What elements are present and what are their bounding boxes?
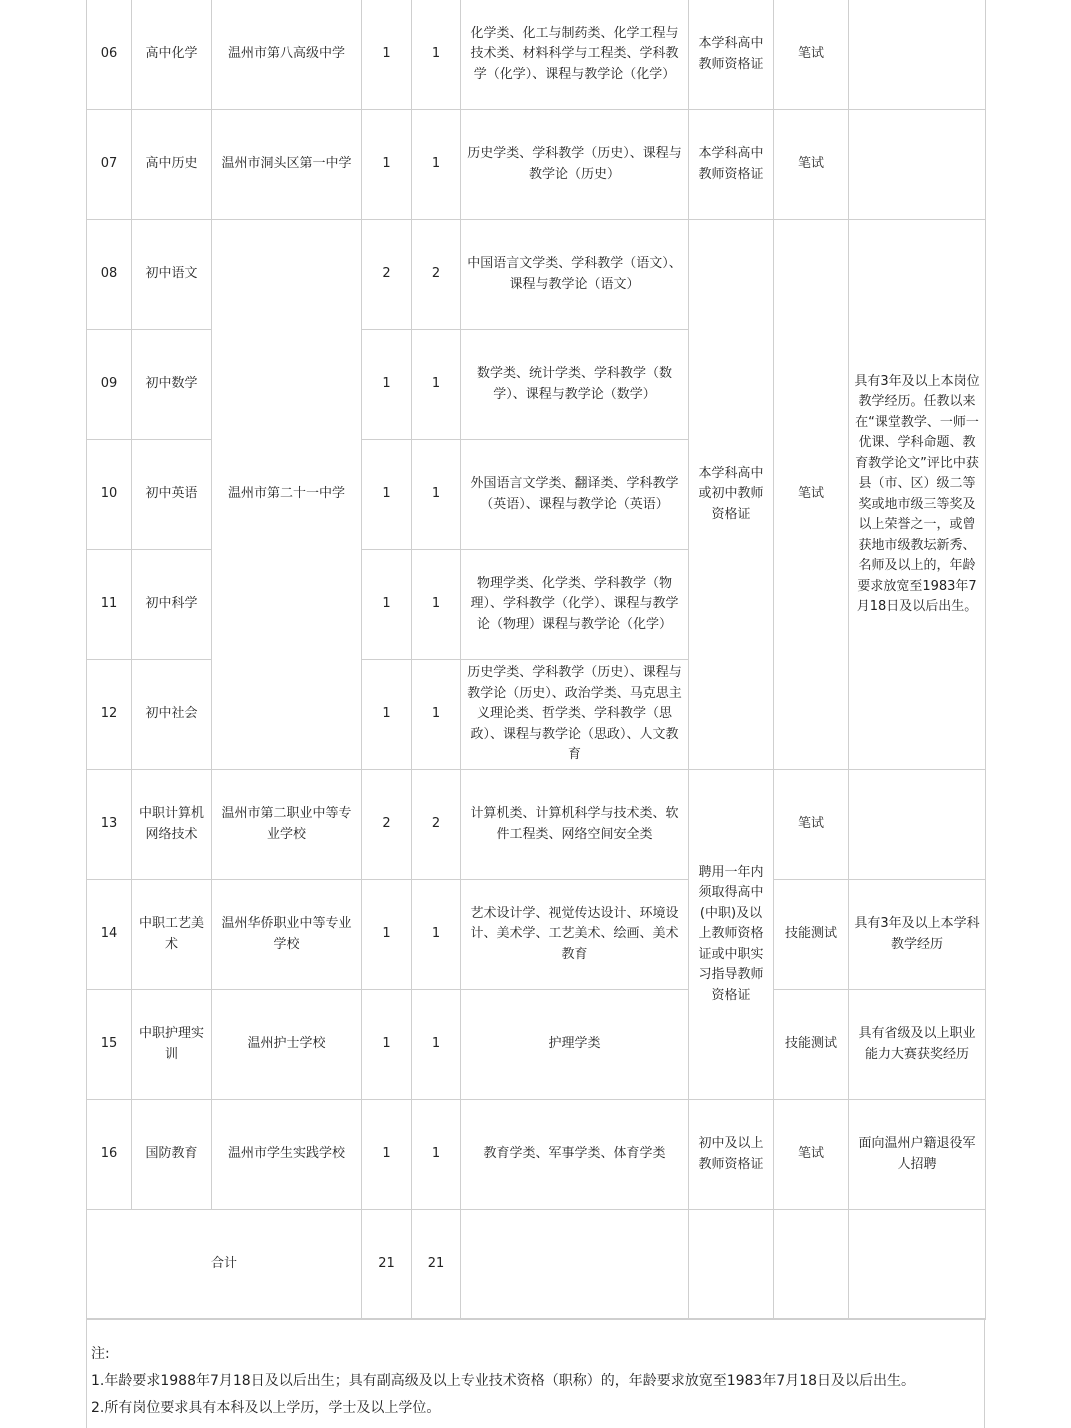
- recruitment-table: [86, 0, 986, 1320]
- school-name: 温州市第八高级中学: [212, 0, 362, 110]
- post-name: 高中历史: [132, 110, 212, 220]
- post-name: 初中数学: [132, 330, 212, 440]
- major-requirement: 护理学类: [461, 990, 689, 1100]
- notes-title: 注:: [91, 1346, 110, 1362]
- note-line: 2.所有岗位要求具有本科及以上学历，学士及以上学位。: [91, 1400, 441, 1416]
- recruitment-table-page: [86, 0, 985, 1428]
- post-number: 08: [87, 220, 132, 330]
- hire-count: 1: [412, 660, 461, 770]
- post-name: 初中社会: [132, 660, 212, 770]
- other-requirement: [849, 0, 986, 110]
- hire-count: 1: [412, 110, 461, 220]
- post-name: 高中化学: [132, 0, 212, 110]
- post-number: 09: [87, 330, 132, 440]
- other-requirement: 具有3年及以上本学科教学经历: [849, 880, 986, 990]
- notes-section: [86, 1318, 985, 1428]
- post-number: 10: [87, 440, 132, 550]
- hire-count: 1: [412, 1100, 461, 1210]
- table-row: [87, 110, 986, 220]
- total-row: [87, 1210, 986, 1320]
- school-name: 温州市洞头区第一中学: [212, 110, 362, 220]
- total-label: 合计: [87, 1210, 362, 1320]
- certificate-requirement: 本学科高中教师资格证: [689, 0, 774, 110]
- total-plan-count: 21: [362, 1210, 412, 1320]
- post-name: 初中科学: [132, 550, 212, 660]
- other-requirement-merged: 具有3年及以上本岗位教学经历。任教以来在“课堂教学、一师一优课、学科命题、教育教学论文”评比中获县（市、区）级二等奖或地市级三等奖及以上荣誉之一，或曾获地市级教坛新秀、名师及以上的，年龄要求放宽至1983年7月18日及以后出生。: [849, 220, 986, 770]
- major-requirement: 历史学类、学科教学（历史）、课程与教学论（历史）: [461, 110, 689, 220]
- major-requirement: 艺术设计学、视觉传达设计、环境设计、美术学、工艺美术、绘画、美术教育: [461, 880, 689, 990]
- exam-type-merged: 笔试: [774, 220, 849, 770]
- plan-count: 1: [362, 880, 412, 990]
- post-name: 中职护理实训: [132, 990, 212, 1100]
- plan-count: 1: [362, 440, 412, 550]
- total-empty-cell: [689, 1210, 774, 1320]
- school-name: 温州华侨职业中等专业学校: [212, 880, 362, 990]
- major-requirement: 中国语言文学类、学科教学（语文）、课程与教学论（语文）: [461, 220, 689, 330]
- hire-count: 1: [412, 990, 461, 1100]
- exam-type: 笔试: [774, 0, 849, 110]
- table-row: [87, 1100, 986, 1210]
- school-name-merged: 温州市第二十一中学: [212, 220, 362, 770]
- table-row: [87, 990, 986, 1100]
- total-hire-count: 21: [412, 1210, 461, 1320]
- hire-count: 1: [412, 550, 461, 660]
- major-requirement: 物理学类、化学类、学科教学（物理）、学科教学（化学）、课程与教学论（物理）课程与教学论（化学）: [461, 550, 689, 660]
- post-name: 中职工艺美术: [132, 880, 212, 990]
- school-name: 温州护士学校: [212, 990, 362, 1100]
- hire-count: 1: [412, 440, 461, 550]
- table-row: [87, 220, 986, 330]
- major-requirement: 历史学类、学科教学（历史）、课程与教学论（历史）、政治学类、马克思主义理论类、哲学类、学科教学（思政）、课程与教学论（思政）、人文教育: [461, 660, 689, 770]
- total-empty-cell: [461, 1210, 689, 1320]
- school-name: 温州市第二职业中等专业学校: [212, 770, 362, 880]
- post-name: 国防教育: [132, 1100, 212, 1210]
- post-number: 06: [87, 0, 132, 110]
- post-number: 15: [87, 990, 132, 1100]
- post-name: 中职计算机网络技术: [132, 770, 212, 880]
- hire-count: 1: [412, 330, 461, 440]
- plan-count: 1: [362, 0, 412, 110]
- major-requirement: 数学类、统计学类、学科教学（数学）、课程与教学论（数学）: [461, 330, 689, 440]
- plan-count: 1: [362, 110, 412, 220]
- plan-count: 1: [362, 1100, 412, 1210]
- other-requirement: 具有省级及以上职业能力大赛获奖经历: [849, 990, 986, 1100]
- post-name: 初中英语: [132, 440, 212, 550]
- post-number: 12: [87, 660, 132, 770]
- exam-type: 笔试: [774, 770, 849, 880]
- note-line: 1.年龄要求1988年7月18日及以后出生；具有副高级及以上专业技术资格（职称）的，年龄要求放宽至1983年7月18日及以后出生。: [91, 1373, 916, 1389]
- certificate-requirement-merged: 本学科高中或初中教师资格证: [689, 220, 774, 770]
- table-row: [87, 880, 986, 990]
- exam-type: 技能测试: [774, 880, 849, 990]
- post-name: 初中语文: [132, 220, 212, 330]
- major-requirement: 计算机类、计算机科学与技术类、软件工程类、网络空间安全类: [461, 770, 689, 880]
- hire-count: 2: [412, 770, 461, 880]
- plan-count: 2: [362, 770, 412, 880]
- plan-count: 1: [362, 550, 412, 660]
- total-empty-cell: [774, 1210, 849, 1320]
- post-number: 13: [87, 770, 132, 880]
- post-number: 16: [87, 1100, 132, 1210]
- hire-count: 2: [412, 220, 461, 330]
- post-number: 07: [87, 110, 132, 220]
- major-requirement: 化学类、化工与制药类、化学工程与技术类、材料科学与工程类、学科教学（化学）、课程与教学论（化学）: [461, 0, 689, 110]
- hire-count: 1: [412, 880, 461, 990]
- school-name: 温州市学生实践学校: [212, 1100, 362, 1210]
- other-requirement: [849, 110, 986, 220]
- table-row: [87, 0, 986, 110]
- post-number: 14: [87, 880, 132, 990]
- other-requirement: 面向温州户籍退役军人招聘: [849, 1100, 986, 1210]
- certificate-requirement: 初中及以上教师资格证: [689, 1100, 774, 1210]
- plan-count: 2: [362, 220, 412, 330]
- table-row: [87, 770, 986, 880]
- total-empty-cell: [849, 1210, 986, 1320]
- hire-count: 1: [412, 0, 461, 110]
- plan-count: 1: [362, 330, 412, 440]
- exam-type: 笔试: [774, 1100, 849, 1210]
- post-number: 11: [87, 550, 132, 660]
- plan-count: 1: [362, 660, 412, 770]
- certificate-requirement: 本学科高中教师资格证: [689, 110, 774, 220]
- plan-count: 1: [362, 990, 412, 1100]
- exam-type: 技能测试: [774, 990, 849, 1100]
- other-requirement: [849, 770, 986, 880]
- certificate-requirement-merged: 聘用一年内须取得高中(中职)及以上教师资格证或中职实习指导教师资格证: [689, 770, 774, 1100]
- major-requirement: 教育学类、军事学类、体育学类: [461, 1100, 689, 1210]
- major-requirement: 外国语言文学类、翻译类、学科教学（英语）、课程与教学论（英语）: [461, 440, 689, 550]
- exam-type: 笔试: [774, 110, 849, 220]
